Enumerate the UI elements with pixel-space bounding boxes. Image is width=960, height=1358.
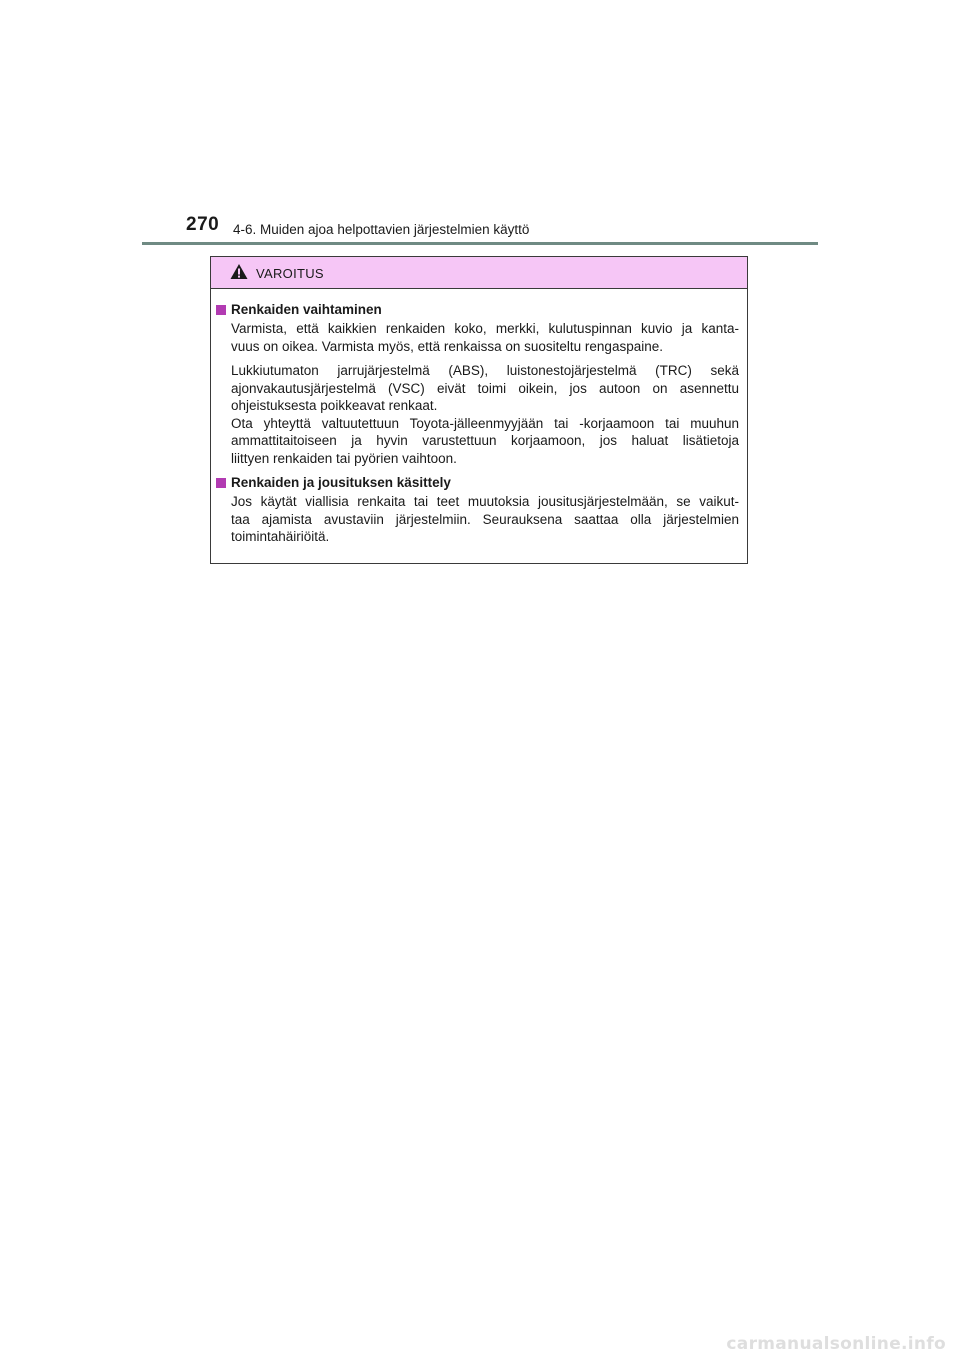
text-line: Jos käytät viallisia renkaita tai teet muutoksia jousitusjärjestelmään, se vaikut- bbox=[231, 494, 739, 509]
warning-item bbox=[216, 474, 739, 546]
paragraph bbox=[231, 320, 739, 355]
warning-header bbox=[211, 257, 747, 289]
text-line: taa ajamista avustaviin järjestelmiin. Seurauksena saattaa olla järjestelmien bbox=[231, 511, 739, 527]
text-line: vuus on oikea. Varmista myös, että renkaissa on suositeltu rengaspaine. bbox=[231, 338, 663, 354]
text-line: Lukkiutumaton jarrujärjestelmä (ABS), luistonestojärjestelmä (TRC) sekä bbox=[231, 363, 739, 378]
paragraph bbox=[231, 362, 739, 467]
warning-label: VAROITUS bbox=[256, 266, 324, 281]
text-line: ammattitaitoiseen ja hyvin varustettuun korjaamoon, jos haluat lisätietoja bbox=[231, 433, 739, 448]
item-heading bbox=[216, 301, 739, 319]
text-line: ajonvakautusjärjestelmä (VSC) eivät toimi oikein, jos autoon on asennettu bbox=[231, 380, 739, 396]
text-line: ohjeistuksesta poikkeavat renkaat. bbox=[231, 398, 438, 413]
paragraph bbox=[231, 493, 739, 546]
warning-body bbox=[211, 289, 747, 546]
text-line: liittyen renkaiden tai pyörien vaihtoon. bbox=[231, 450, 457, 466]
item-heading-text: Renkaiden vaihtaminen bbox=[231, 302, 382, 317]
warning-triangle-icon bbox=[230, 263, 248, 280]
section-title: 4-6. Muiden ajoa helpottavien järjestelmien käyttö bbox=[233, 222, 530, 237]
square-bullet-icon bbox=[216, 305, 226, 315]
footer-watermark: carmanualsonline.info bbox=[726, 1334, 946, 1354]
item-heading-text: Renkaiden ja jousituksen käsittely bbox=[231, 475, 451, 490]
text-line: toimintahäiriöitä. bbox=[231, 529, 330, 544]
text-line: Varmista, että kaikkien renkaiden koko, merkki, kulutuspinnan kuvio ja kanta- bbox=[231, 321, 739, 336]
warning-item bbox=[216, 301, 739, 467]
page-number: 270 bbox=[186, 214, 220, 235]
item-heading bbox=[216, 474, 739, 492]
square-bullet-icon bbox=[216, 478, 226, 488]
text-line: Ota yhteyttä valtuutettuun Toyota-jälleenmyyjään tai -korjaamoon tai muuhun bbox=[231, 415, 739, 431]
header-rule bbox=[142, 242, 818, 245]
warning-box bbox=[210, 256, 748, 564]
